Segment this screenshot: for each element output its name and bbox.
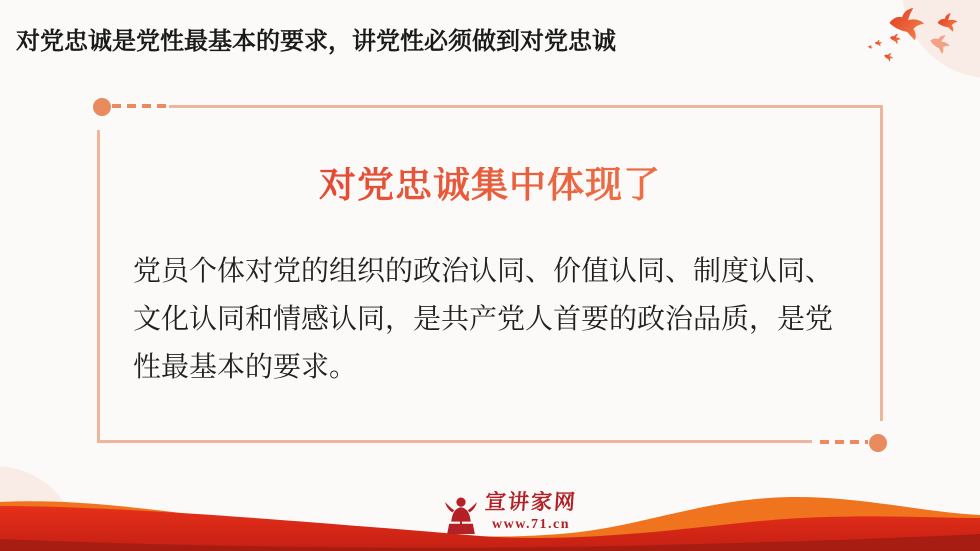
dashed-line-top-left [112,104,166,108]
content-card [97,105,883,443]
slide-header-title: 对党忠诚是党性最基本的要求，讲党性必须做到对党忠诚 [16,29,616,55]
card-border-top [169,105,883,108]
card-body-line: 性最基本的要求。 [133,352,358,383]
card-body-line: 党员个体对党的组织的政治认同、价值认同、制度认同、 [133,256,834,287]
card-border-right [880,108,883,421]
card-body-line: 文化认同和情感认同，是共产党人首要的政治品质，是党 [133,304,834,335]
footer-logo [444,491,577,535]
card-border-bottom [97,440,812,443]
dashed-line-bottom-right [820,440,868,444]
flying-doves-icon [856,5,972,69]
card-title: 对党忠诚集中体现了 [97,167,883,204]
accent-dot-top-left [93,98,111,116]
logo-site-name: 宣讲家网 [484,490,578,514]
logo-site-url: www.71.cn [491,517,571,533]
speaker-podium-icon [444,497,478,535]
card-body [133,248,873,392]
logo-texts [485,491,577,532]
accent-dot-bottom-right [869,434,887,452]
